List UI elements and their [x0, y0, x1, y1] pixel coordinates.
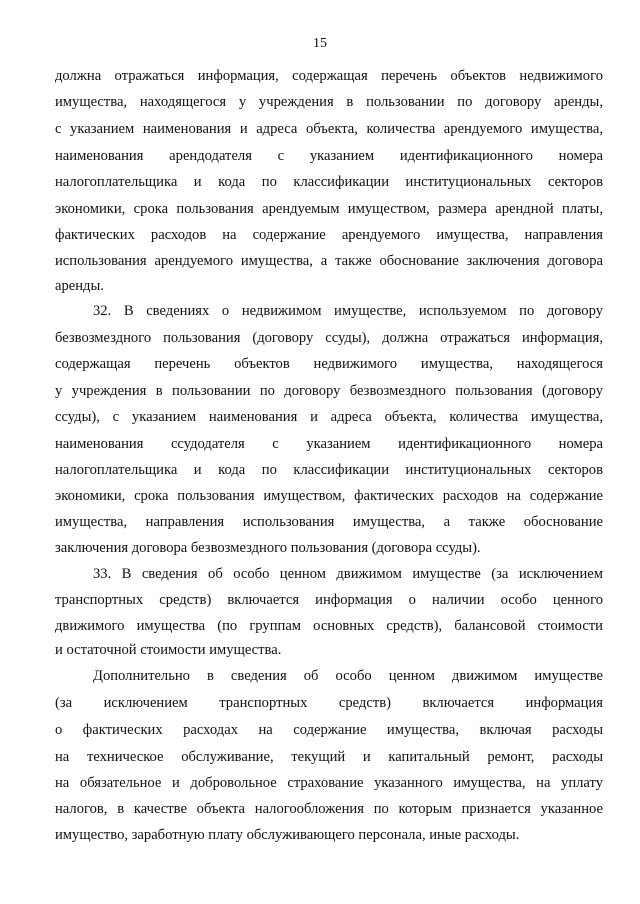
- text-line: налогоплательщика и кода по классификации институциональных секторов: [55, 462, 603, 478]
- text-line: о фактических расходах на содержание имущества, включая расходы: [55, 722, 603, 738]
- text-line: 32. В сведениях о недвижимом имуществе, используемом по договору: [93, 303, 603, 319]
- text-line: аренды.: [55, 278, 104, 294]
- text-line: фактических расходов на содержание арендуемого имущества, направления: [55, 227, 603, 243]
- text-line: (за исключением транспортных средств) включается информация: [55, 695, 603, 711]
- text-line: движимого имущества (по группам основных средств), балансовой стоимости: [55, 618, 603, 634]
- text-line: наименования ссудодателя с указанием идентификационного номера: [55, 436, 603, 452]
- text-line: содержащая перечень объектов недвижимого имущества, находящегося: [55, 356, 603, 372]
- text-line: на техническое обслуживание, текущий и капитальный ремонт, расходы: [55, 749, 603, 765]
- text-line: заключения договора безвозмездного пользования (договора ссуды).: [55, 540, 481, 556]
- text-line: и остаточной стоимости имущества.: [55, 642, 282, 658]
- text-line: ссуды), с указанием наименования и адреса объекта, количества имущества,: [55, 409, 603, 425]
- page-number: 15: [313, 36, 327, 51]
- text-line: у учреждения в пользовании по договору безвозмездного пользования (договору: [55, 383, 603, 399]
- text-line: использования арендуемого имущества, а также обоснование заключения договора: [55, 253, 603, 269]
- text-line: экономики, срока пользования арендуемым имуществом, размера арендной платы,: [55, 201, 603, 217]
- text-line: наименования арендодателя с указанием идентификационного номера: [55, 148, 603, 164]
- text-line: имущество, заработную плату обслуживающего персонала, иные расходы.: [55, 827, 520, 843]
- text-line: налогоплательщика и кода по классификации институциональных секторов: [55, 174, 603, 190]
- text-line: 33. В сведения об особо ценном движимом имуществе (за исключением: [93, 566, 603, 582]
- text-line: на обязательное и добровольное страхование указанного имущества, на уплату: [55, 775, 603, 791]
- text-line: имущества, находящегося у учреждения в пользовании по договору аренды,: [55, 94, 603, 110]
- text-line: должна отражаться информация, содержащая перечень объектов недвижимого: [55, 68, 603, 84]
- text-line: экономики, срока пользования имуществом, фактических расходов на содержание: [55, 488, 603, 504]
- text-line: безвозмездного пользования (договору ссуды), должна отражаться информация,: [55, 330, 603, 346]
- text-line: налогов, в качестве объекта налогообложения по которым признается указанное: [55, 801, 603, 817]
- text-line: Дополнительно в сведения об особо ценном движимом имуществе: [93, 668, 603, 684]
- text-line: имущества, направления использования имущества, а также обоснование: [55, 514, 603, 530]
- text-line: с указанием наименования и адреса объекта, количества арендуемого имущества,: [55, 121, 603, 137]
- text-line: транспортных средств) включается информация о наличии особо ценного: [55, 592, 603, 608]
